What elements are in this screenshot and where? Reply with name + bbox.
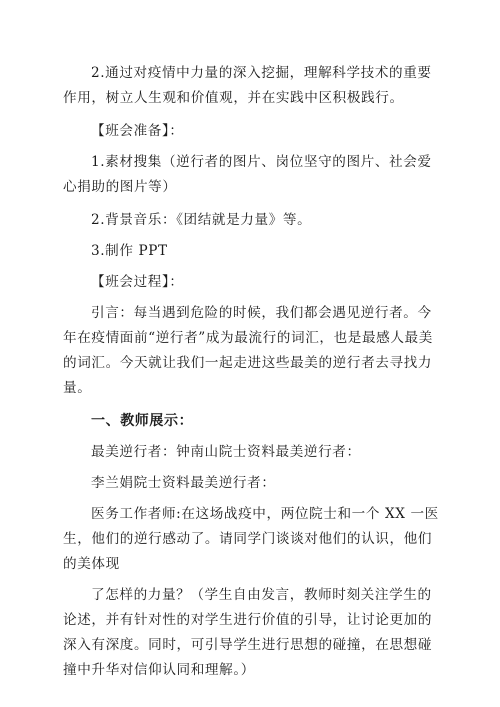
paragraph-discussion: 了怎样的力量？（学生自由发言，教师时刻关注学生的论述，并有针对性的对学生进行价值的引导，让讨论更加的深入有深度。同时，可引导学生进行思想的碰撞，在思想碰撞中升华对信仰认同和理解。） xyxy=(63,587,433,678)
document-body xyxy=(63,61,439,691)
paragraph-li-lanjuan: 李兰娟院士资料最美逆行者： xyxy=(91,475,276,491)
section-header-preparation: 【班会准备】： xyxy=(91,123,184,139)
paragraph-prep-3: 3.制作 PPT xyxy=(91,243,168,259)
section-header-process: 【班会过程】： xyxy=(91,274,184,290)
paragraph-objective-2: 2.通过对疫情中力量的深入挖掘，理解科学技术的重要作用，树立人生观和价值观，并在实践中区积极践行。 xyxy=(63,65,432,106)
paragraph-zhong-nanshan: 最美逆行者：钟南山院士资料最美逆行者： xyxy=(91,444,361,460)
paragraph-medical-workers: 医务工作者师:在这场战疫中，两位院士和一个 XX 一医生，他们的逆行感动了。请同学门谈谈对他们的认识，他们的美体现 xyxy=(63,506,439,572)
paragraph-prep-1: 1.素材搜集（逆行者的图片、岗位坚守的图片、社会爱心捐助的图片等） xyxy=(63,154,432,195)
paragraph-introduction: 引言：每当遇到危险的时候，我们都会遇见逆行者。今年在疫情面前“逆行者”成为最流行的词汇，也是最感人最美的词汇。今天就让我们一起走进这些最美的逆行者去寻找力量。 xyxy=(63,305,433,396)
heading-teacher-showcase: 一、教师展示： xyxy=(91,413,194,429)
paragraph-prep-2: 2.背景音乐：《团结就是力量》等。 xyxy=(91,212,312,228)
